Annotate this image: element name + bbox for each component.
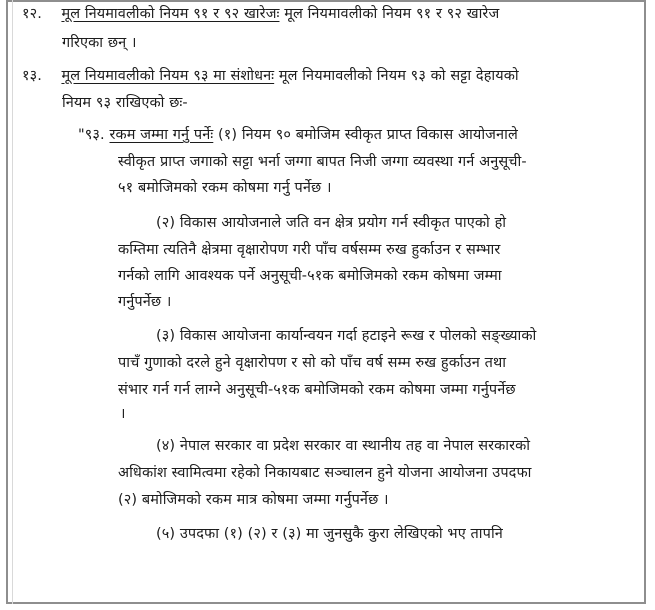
clause-12-text-cont: गरिएका छन् । — [62, 35, 137, 51]
clause-12-number: १२. — [22, 6, 42, 22]
sub-2-line-4 — [118, 292, 171, 312]
rule-93-text-1: (१) नियम ९० बमोजिम स्वीकृत प्राप्त विकास आयोजनाले — [218, 127, 518, 143]
sub-3-text-3: संभार गर्न गर्न लाग्ने अनुसूची-५१क बमोजिमको रकम कोषमा जम्मा गर्नुपर्नेछ — [118, 382, 516, 398]
clause-13-line-2 — [62, 93, 188, 113]
sub-3-line-3 — [118, 380, 516, 400]
sub-3-text-1: (३) विकास आयोजना कार्यान्वयन गर्दा हटाइने रूख र पोलको सङ्ख्याको — [156, 328, 537, 344]
sub-2-line-2 — [118, 240, 500, 260]
rule-93-text-3: ५१ बमोजिमको रकम कोषमा गर्नु पर्नेछ । — [118, 180, 332, 196]
clause-13-text: मूल नियमावलीको नियम ९३ को सट्टा देहायको — [278, 68, 519, 84]
clause-12-text: मूल नियमावलीको नियम ९१ र ९२ खारेज — [284, 6, 500, 22]
rule-93-text-2: स्वीकृत प्राप्त जगाको सट्टा भर्ना जग्गा बापत निजी जग्गा व्यवस्था गर्न अनुसूची- — [118, 154, 527, 170]
page-frame — [6, 0, 646, 604]
sub-2-text-3: गर्नको लागि आवश्यक पर्ने अनुसूची-५१क बमोजिमको रकम कोषमा जम्मा — [118, 268, 502, 284]
clause-12-line-2 — [62, 33, 137, 53]
clause-12-line-1 — [22, 4, 499, 24]
clause-13-text-cont: नियम ९३ राखिएको छः- — [62, 95, 188, 111]
clause-13-line-1 — [22, 66, 519, 86]
sub-2-line-3 — [118, 266, 502, 286]
sub-4-text-1: (४) नेपाल सरकार वा प्रदेश सरकार वा स्थानीय तह वा नेपाल सरकारको — [156, 438, 531, 454]
sub-3-line-4 — [120, 404, 126, 424]
rule-93-line-2 — [118, 152, 527, 172]
clause-13-number: १३. — [22, 68, 42, 84]
rule-93-line-3 — [118, 178, 332, 198]
sub-2-text-2: कम्तिमा त्यतिनै क्षेत्रमा वृक्षारोपण गरी पाँच वर्षसम्म रुख हुर्काउन र सम्भार — [118, 242, 501, 258]
sub-3-text-2: पाचँ गुणाको दरले हुने वृक्षारोपण र सो को पाँच वर्ष सम्म रुख हुर्काउन तथा — [118, 355, 507, 371]
rule-93-heading: रकम जम्मा गर्नु पर्नेः — [109, 127, 214, 143]
sub-2-text-4: गर्नुपर्नेछ । — [118, 294, 172, 310]
sub-2-line-1 — [156, 213, 506, 233]
sub-3-text-4: । — [120, 406, 126, 422]
sub-4-text-3: (२) बमोजिमको रकम मात्र कोषमा जम्मा गर्नुपर्नेछ । — [118, 492, 389, 508]
sub-4-line-1 — [156, 436, 530, 456]
sub-2-text-1: (२) विकास आयोजनाले जति वन क्षेत्र प्रयोग गर्न स्वीकृत पाएको हो — [156, 215, 507, 231]
sub-4-line-2 — [118, 463, 532, 483]
clause-12-heading: मूल नियमावलीको नियम ९१ र ९२ खारेजः — [61, 6, 280, 22]
sub-5-text-1: (५) उपदफा (१) (२) र (३) मा जुनसुकै कुरा लेखिएको भए तापनि — [156, 526, 503, 542]
margin-line — [12, 0, 13, 604]
sub-4-text-2: अधिकांश स्वामित्वमा रहेको निकायबाट सञ्चालन हुने योजना आयोजना उपदफा — [118, 465, 532, 481]
rule-93-line-1 — [78, 125, 518, 145]
rule-93-number: "९३. — [78, 127, 105, 143]
sub-3-line-2 — [118, 353, 506, 373]
clause-13-heading: मूल नियमावलीको नियम ९३ मा संशोधनः — [61, 68, 275, 84]
sub-3-line-1 — [156, 326, 536, 346]
sub-4-line-3 — [118, 490, 389, 510]
sub-5-line-1 — [156, 524, 503, 544]
